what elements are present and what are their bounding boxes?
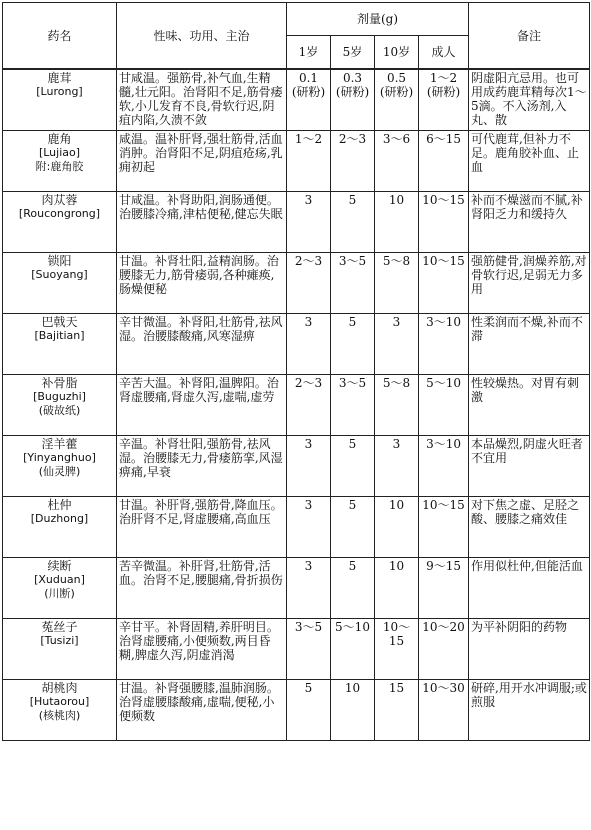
- herb-note: 补而不燥滋而不腻,补肾阳乏力和缓持久: [469, 191, 590, 252]
- dose-age-5: 10: [331, 679, 375, 740]
- dose-adult: 6～15: [419, 130, 469, 191]
- dose-age-1: 0.1 (研粉): [287, 69, 331, 130]
- dose-age-5: 5: [331, 313, 375, 374]
- dose-age-1: 3: [287, 496, 331, 557]
- dose-adult: 1～2 (研粉): [419, 69, 469, 130]
- herb-pinyin: [Roucongrong]: [18, 206, 101, 220]
- herb-pinyin: [Bajitian]: [34, 328, 85, 342]
- dose-age-5: 5: [331, 191, 375, 252]
- herb-desc: 甘温。补肾强腰膝,温肺润肠。治肾虚腰膝酸痛,虚喘,便秘,小便频数: [117, 679, 287, 740]
- dose-age-5: 5: [331, 496, 375, 557]
- herb-pinyin: [Hutaorou]: [29, 694, 90, 708]
- herb-name-cell: [3, 557, 117, 618]
- herb-alias: (破故纸): [38, 403, 81, 417]
- dose-adult: 10～30: [419, 679, 469, 740]
- dose-age-5: 5: [331, 435, 375, 496]
- herb-name: 巴戟天: [41, 314, 78, 329]
- dose-adult: 5～10: [419, 374, 469, 435]
- dose-age-1: 3～5: [287, 618, 331, 679]
- herb-name-cell: [3, 191, 117, 252]
- herb-name: 杜仲: [47, 497, 72, 512]
- dose-age-10: 15: [375, 679, 419, 740]
- header-name: 药名: [3, 3, 117, 70]
- table-row: [3, 130, 590, 191]
- herb-name-cell: [3, 313, 117, 374]
- herb-table: [2, 2, 590, 741]
- table-row: [3, 252, 590, 313]
- dose-age-5: 0.3 (研粉): [331, 69, 375, 130]
- table-row: [3, 69, 590, 130]
- herb-name-cell: [3, 130, 117, 191]
- header-adult: 成人: [419, 36, 469, 70]
- herb-desc: 甘温。补肝肾,强筋骨,降血压。治肝肾不足,肾虚腰痛,高血压: [117, 496, 287, 557]
- dose-adult: 3～10: [419, 313, 469, 374]
- herb-note: 强筋健骨,润燥养筋,对骨软行迟,足弱无力多用: [469, 252, 590, 313]
- herb-name: 鹿角: [47, 131, 72, 146]
- herb-note: 作用似杜仲,但能活血: [469, 557, 590, 618]
- dose-adult: 10～15: [419, 252, 469, 313]
- herb-note: 性柔润而不燥,补而不滞: [469, 313, 590, 374]
- herb-pinyin: [Duzhong]: [30, 511, 89, 525]
- herb-pinyin: [Tusizi]: [40, 633, 79, 647]
- table-row: [3, 191, 590, 252]
- herb-alias: (川断): [44, 586, 75, 600]
- herb-desc: 甘咸温。补肾助阳,润肠通便。治腰膝冷痛,津枯便秘,健忘失眠: [117, 191, 287, 252]
- herb-name-cell: [3, 496, 117, 557]
- dose-age-1: 3: [287, 435, 331, 496]
- herb-pinyin: [Lurong]: [36, 85, 83, 98]
- dose-age-5: 3～5: [331, 252, 375, 313]
- dose-age-10: 10: [375, 557, 419, 618]
- dose-age-1: 5: [287, 679, 331, 740]
- dose-age-5: 3～5: [331, 374, 375, 435]
- herb-pinyin: [Suoyang]: [31, 267, 88, 281]
- herb-desc: 甘咸温。强筋骨,补气血,生精髓,壮元阳。治肾阳不足,筋骨痿软,小儿发育不良,骨软行迟,阴疽内陷,久溃不敛: [117, 69, 287, 130]
- dose-adult: 10～15: [419, 191, 469, 252]
- herb-desc: 甘温。补肾壮阳,益精润肠。治腰膝无力,筋骨痿弱,各种瘫痪,肠燥便秘: [117, 252, 287, 313]
- dose-age-10: 5～8: [375, 252, 419, 313]
- header-age-1: 1岁: [287, 36, 331, 70]
- herb-note: 对下焦之虚、足胫之酸、腰膝之痛效佳: [469, 496, 590, 557]
- dose-age-10: 10～15: [375, 618, 419, 679]
- herb-desc: 苦辛微温。补肝肾,壮筋骨,活血。治肾不足,腰腿痛,骨折损伤: [117, 557, 287, 618]
- dose-adult: 10～15: [419, 496, 469, 557]
- herb-name: 锁阳: [47, 253, 72, 268]
- dose-age-10: 5～8: [375, 374, 419, 435]
- dose-age-1: 3: [287, 191, 331, 252]
- herb-name: 淫羊藿: [41, 436, 78, 451]
- herb-pinyin: [Lujiao]: [38, 145, 81, 159]
- herb-alias: (仙灵脾): [38, 464, 81, 478]
- herb-name-cell: [3, 374, 117, 435]
- herb-name: 肉苁蓉: [41, 192, 78, 207]
- herb-name-cell: [3, 618, 117, 679]
- dose-age-5: 5: [331, 557, 375, 618]
- herb-desc: 辛苦大温。补肾阳,温脾阳。治肾虚腰痛,肾虚久泻,虚喘,虚劳: [117, 374, 287, 435]
- herb-desc: 咸温。温补肝肾,强壮筋骨,活血消肿。治肾阳不足,阴疽疮疡,乳痈初起: [117, 130, 287, 191]
- dose-age-5: 2～3: [331, 130, 375, 191]
- table-row: [3, 618, 590, 679]
- herb-name-cell: [3, 435, 117, 496]
- herb-name: 胡桃肉: [41, 680, 78, 695]
- dose-age-1: 2～3: [287, 252, 331, 313]
- herb-pinyin: [Xuduan]: [34, 572, 85, 586]
- header-age-10: 10岁: [375, 36, 419, 70]
- dose-age-5: 5～10: [331, 618, 375, 679]
- dose-adult: 3～10: [419, 435, 469, 496]
- table-header: [3, 3, 590, 70]
- table-row: [3, 435, 590, 496]
- herb-name-cell: [3, 69, 117, 130]
- header-desc: 性味、功用、主治: [117, 3, 287, 70]
- dose-age-1: 2～3: [287, 374, 331, 435]
- herb-name: 鹿茸: [47, 71, 72, 85]
- herb-note: 可代鹿茸,但补力不足。鹿角胶补血、止血: [469, 130, 590, 191]
- herb-name-cell: [3, 252, 117, 313]
- dose-adult: 9～15: [419, 557, 469, 618]
- dose-age-1: 3: [287, 557, 331, 618]
- dose-age-10: 3: [375, 313, 419, 374]
- table-row: [3, 496, 590, 557]
- dose-age-10: 3: [375, 435, 419, 496]
- herb-name-cell: [3, 679, 117, 740]
- herb-note: 阴虚阳亢忌用。也可用成药鹿茸精每次1～5滴。不入汤剂,入丸、散: [469, 69, 590, 130]
- herb-desc: 辛温。补肾壮阳,强筋骨,祛风湿。治腰膝无力,骨痿筋挛,风湿痹痛,早衰: [117, 435, 287, 496]
- dose-age-10: 10: [375, 191, 419, 252]
- dose-age-10: 10: [375, 496, 419, 557]
- table-row: [3, 374, 590, 435]
- herb-desc: 辛甘平。补肾固精,养肝明目。治肾虚腰痛,小便频数,两目昏糊,脾虚久泻,阴虚消渴: [117, 618, 287, 679]
- header-age-5: 5岁: [331, 36, 375, 70]
- dose-adult: 10～20: [419, 618, 469, 679]
- dose-age-10: 0.5 (研粉): [375, 69, 419, 130]
- dose-age-10: 3～6: [375, 130, 419, 191]
- header-dose: 剂量(g): [287, 3, 469, 36]
- herb-note: 研碎,用开水冲调服;或煎服: [469, 679, 590, 740]
- herb-name: 补骨脂: [41, 375, 78, 390]
- herb-alias: (核桃肉): [38, 708, 81, 722]
- herb-name: 续断: [47, 558, 72, 573]
- table-body: [3, 69, 590, 740]
- dose-age-1: 1～2: [287, 130, 331, 191]
- herb-note: 性较燥热。对胃有刺激: [469, 374, 590, 435]
- herb-note: 本品燥烈,阴虚火旺者不宜用: [469, 435, 590, 496]
- table-row: [3, 313, 590, 374]
- table-row: [3, 679, 590, 740]
- herb-pinyin: [Yinyanghuo]: [23, 450, 96, 464]
- herb-alias: 附:鹿角胶: [35, 159, 84, 173]
- herb-pinyin: [Buguzhi]: [33, 389, 86, 403]
- herb-desc: 辛甘微温。补肾阳,壮筋骨,祛风湿。治腰膝酸痛,风寒湿痹: [117, 313, 287, 374]
- header-note: 备注: [469, 3, 590, 70]
- table-row: [3, 557, 590, 618]
- herb-note: 为平补阴阳的药物: [469, 618, 590, 679]
- herb-name: 菟丝子: [41, 619, 78, 634]
- dose-age-1: 3: [287, 313, 331, 374]
